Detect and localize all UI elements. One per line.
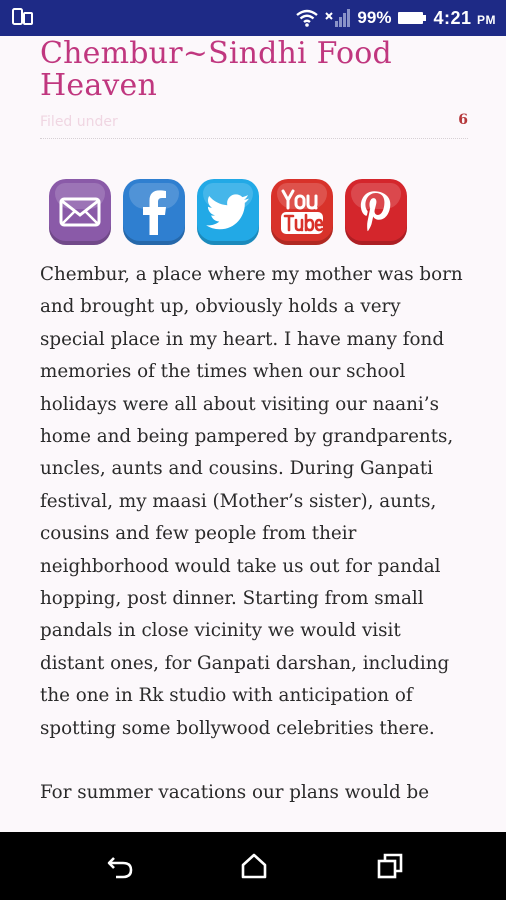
clock-time: 4:21 (433, 7, 472, 28)
article-paragraph: Chembur, a place where my mother was born and brought up, obviously holds a very special place in my heart. I have many fond memories of the times when our school holidays were all about visiting our naani’s home and being pampered by grandparents, uncles, aunts and cousins. During Ganpati festival, my maasi (Mother’s sister), aunts, cousins and few people from their neighborhood would take us out for pandal hopping, post dinner. Starting from small pandals in close vicinity we would visit distant ones, for Ganpati darshan, including the one in Rk studio with anticipation of spotting some bollywood celebrities there. (40, 264, 463, 739)
post-title[interactable]: Chembur~Sindhi Food Heaven (40, 36, 392, 103)
clock (433, 8, 496, 29)
wifi-icon (295, 8, 319, 28)
battery-icon (397, 10, 427, 26)
share-bar (49, 179, 468, 245)
filed-under-label[interactable]: Filed under (40, 114, 118, 130)
recent-apps-icon (376, 852, 404, 880)
recents-button[interactable] (376, 852, 404, 880)
no-signal-icon (325, 7, 351, 29)
facebook-share-button[interactable] (123, 179, 185, 245)
home-button[interactable] (240, 852, 268, 880)
twitter-bird-icon (206, 194, 250, 230)
youtube-icon (279, 187, 325, 237)
battery-percent: 99% (357, 8, 392, 27)
phone-screen-icon (12, 7, 34, 27)
back-arrow-icon (106, 852, 134, 880)
navigation-bar (0, 832, 506, 900)
article-body (40, 259, 468, 810)
youtube-share-button[interactable] (271, 179, 333, 245)
back-button[interactable] (106, 852, 134, 880)
pinterest-icon (359, 189, 393, 235)
article-paragraph: For summer vacations our plans would be (40, 782, 430, 804)
pinterest-share-button[interactable] (345, 179, 407, 245)
comment-count[interactable]: 6 (458, 112, 468, 128)
post-content (40, 36, 468, 832)
twitter-share-button[interactable] (197, 179, 259, 245)
email-share-button[interactable] (49, 179, 111, 245)
facebook-icon (139, 189, 169, 235)
home-icon (240, 852, 268, 880)
envelope-icon (59, 197, 101, 227)
status-bar (0, 0, 506, 36)
post-meta (40, 110, 468, 139)
clock-ampm: PM (477, 12, 496, 27)
